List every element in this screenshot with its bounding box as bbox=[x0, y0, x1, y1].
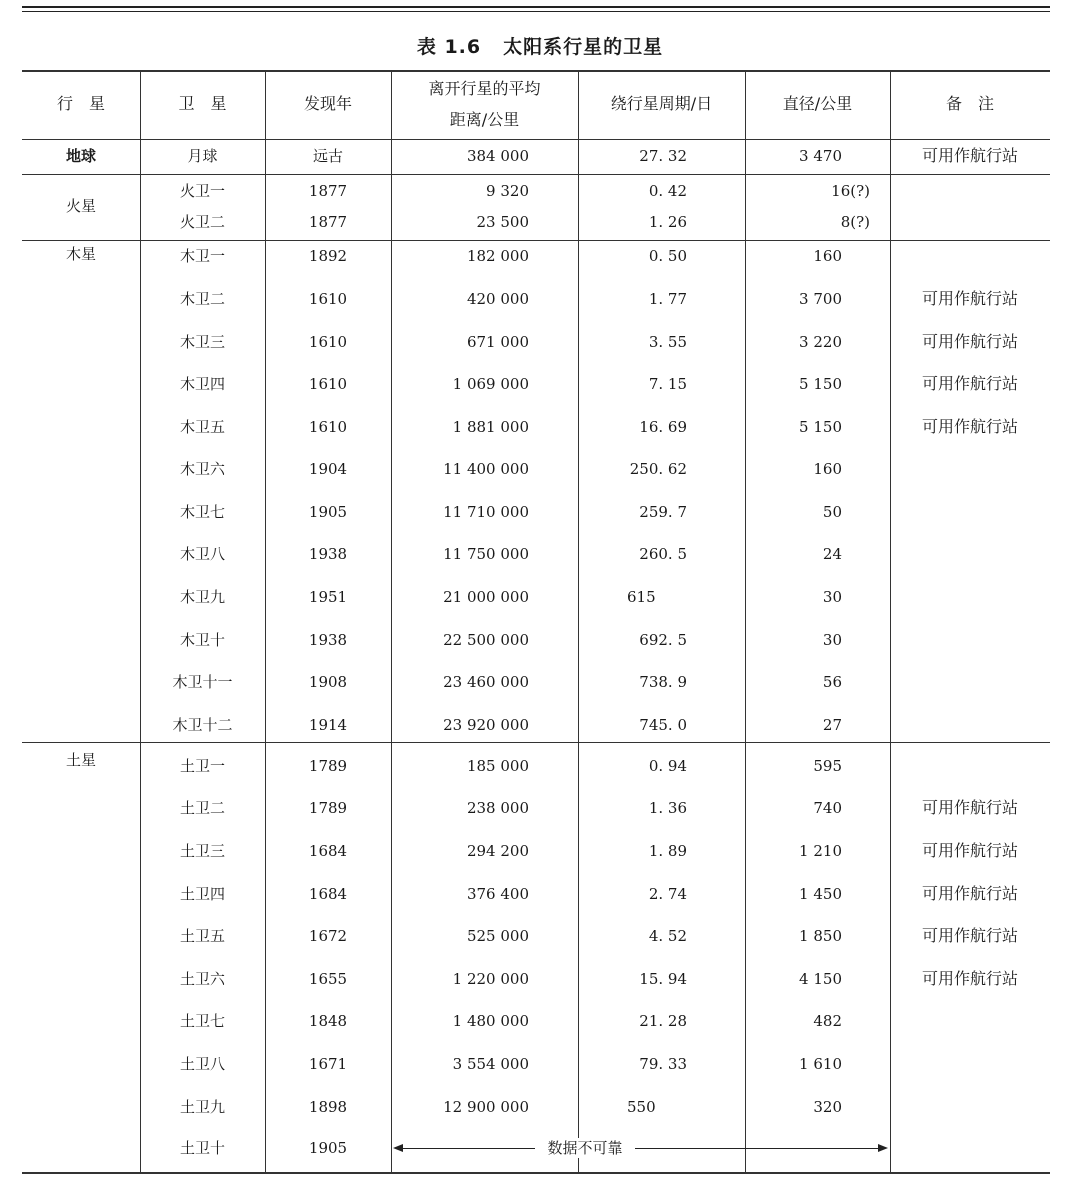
column-divider bbox=[140, 70, 141, 1172]
diameter: 56 bbox=[822, 673, 842, 691]
orbital-period: 615 bbox=[627, 588, 656, 606]
orbital-period: 0. 94 bbox=[648, 757, 687, 775]
mean-distance: 1 881 000 bbox=[452, 418, 529, 436]
moon-name: 火卫一 bbox=[179, 182, 225, 200]
discovery-year: 1877 bbox=[308, 182, 348, 200]
mean-distance: 376 400 bbox=[466, 885, 529, 903]
diameter: 8(?) bbox=[840, 213, 870, 231]
orbital-period: 738. 9 bbox=[639, 673, 687, 691]
note: 可用作航行站 bbox=[921, 841, 1018, 860]
diameter: 160 bbox=[813, 460, 842, 478]
unreliable-span-line bbox=[401, 1148, 880, 1149]
column-divider bbox=[265, 70, 266, 1172]
discovery-year: 1914 bbox=[308, 716, 348, 734]
mean-distance: 21 000 000 bbox=[443, 588, 529, 606]
mean-distance: 525 000 bbox=[466, 927, 529, 945]
orbital-period: 2. 74 bbox=[648, 885, 687, 903]
mean-distance: 1 220 000 bbox=[452, 970, 529, 988]
header-diameter: 直径/公里 bbox=[782, 94, 853, 113]
moon-name: 木卫四 bbox=[179, 375, 225, 393]
note: 可用作航行站 bbox=[921, 926, 1018, 945]
mean-distance: 11 710 000 bbox=[443, 503, 529, 521]
note: 可用作航行站 bbox=[921, 884, 1018, 903]
mean-distance: 23 500 bbox=[476, 213, 529, 231]
diameter: 3 220 bbox=[799, 333, 842, 351]
discovery-year: 1951 bbox=[308, 588, 348, 606]
diameter: 740 bbox=[813, 799, 842, 817]
note: 可用作航行站 bbox=[921, 374, 1018, 393]
discovery-year: 1938 bbox=[308, 545, 348, 563]
moon-name: 木卫十一 bbox=[172, 673, 233, 691]
orbital-period: 4. 52 bbox=[648, 927, 687, 945]
diameter: 24 bbox=[822, 545, 842, 563]
discovery-year: 1898 bbox=[308, 1098, 348, 1116]
mean-distance: 1 069 000 bbox=[452, 375, 529, 393]
discovery-year: 1655 bbox=[308, 970, 348, 988]
mean-distance: 23 460 000 bbox=[443, 673, 529, 691]
diameter: 4 150 bbox=[799, 970, 842, 988]
note: 可用作航行站 bbox=[921, 969, 1018, 988]
diameter: 595 bbox=[813, 757, 842, 775]
moon-name: 木卫一 bbox=[179, 247, 225, 265]
moon-name: 木卫五 bbox=[179, 418, 225, 436]
diameter: 3 700 bbox=[799, 290, 842, 308]
moon-name: 土卫九 bbox=[179, 1098, 225, 1116]
moon-name: 土卫七 bbox=[179, 1012, 225, 1030]
moon-name: 土卫一 bbox=[179, 757, 225, 775]
orbital-period: 1. 77 bbox=[648, 290, 687, 308]
moon-name: 土卫八 bbox=[179, 1055, 225, 1073]
orbital-period: 692. 5 bbox=[639, 631, 687, 649]
mean-distance: 671 000 bbox=[466, 333, 529, 351]
mean-distance: 9 320 bbox=[486, 182, 529, 200]
discovery-year: 1684 bbox=[308, 842, 348, 860]
diameter: 160 bbox=[813, 247, 842, 265]
mean-distance: 420 000 bbox=[466, 290, 529, 308]
discovery-year: 1610 bbox=[308, 290, 348, 308]
moon-name: 木卫三 bbox=[179, 333, 225, 351]
moon-name: 木卫十二 bbox=[172, 716, 233, 734]
arrow-right-icon bbox=[878, 1144, 888, 1152]
diameter: 1 210 bbox=[799, 842, 842, 860]
group-separator bbox=[22, 742, 1050, 743]
planet-name: 火星 bbox=[65, 197, 96, 215]
header-planet: 行 星 bbox=[56, 94, 105, 113]
orbital-period: 745. 0 bbox=[639, 716, 687, 734]
header-note: 备 注 bbox=[945, 94, 994, 113]
orbital-period: 21. 28 bbox=[639, 1012, 687, 1030]
diameter: 1 850 bbox=[799, 927, 842, 945]
mean-distance: 1 480 000 bbox=[452, 1012, 529, 1030]
top-rule-thick bbox=[22, 6, 1050, 8]
mean-distance: 12 900 000 bbox=[443, 1098, 529, 1116]
column-divider bbox=[578, 70, 579, 1172]
moon-name: 土卫四 bbox=[179, 885, 225, 903]
discovery-year: 1892 bbox=[308, 247, 348, 265]
discovery-year: 1848 bbox=[308, 1012, 348, 1030]
discovery-year: 远古 bbox=[312, 147, 343, 165]
moon-name: 木卫六 bbox=[179, 460, 225, 478]
note: 可用作航行站 bbox=[921, 798, 1018, 817]
moon-name: 土卫三 bbox=[179, 842, 225, 860]
moon-name: 火卫二 bbox=[179, 213, 225, 231]
discovery-year: 1684 bbox=[308, 885, 348, 903]
header-bottom-rule bbox=[22, 139, 1050, 140]
moon-name: 木卫二 bbox=[179, 290, 225, 308]
header-top-rule bbox=[22, 70, 1050, 72]
diameter: 30 bbox=[822, 588, 842, 606]
table-bottom-rule bbox=[22, 1172, 1050, 1174]
diameter: 5 150 bbox=[799, 418, 842, 436]
mean-distance: 182 000 bbox=[466, 247, 529, 265]
diameter: 3 470 bbox=[799, 147, 842, 165]
mean-distance: 23 920 000 bbox=[443, 716, 529, 734]
header-distance-line1: 离开行星的平均 bbox=[428, 79, 541, 98]
top-rule-thin bbox=[22, 11, 1050, 12]
discovery-year: 1789 bbox=[308, 757, 348, 775]
discovery-year: 1938 bbox=[308, 631, 348, 649]
note: 可用作航行站 bbox=[921, 146, 1018, 165]
mean-distance: 3 554 000 bbox=[452, 1055, 529, 1073]
header-discovery-year: 发现年 bbox=[303, 94, 352, 113]
orbital-period: 0. 50 bbox=[648, 247, 687, 265]
table-number: 表 1.6 bbox=[416, 36, 482, 58]
diameter: 1 610 bbox=[799, 1055, 842, 1073]
note: 可用作航行站 bbox=[921, 289, 1018, 308]
moon-name: 木卫九 bbox=[179, 588, 225, 606]
orbital-period: 0. 42 bbox=[648, 182, 687, 200]
mean-distance: 11 750 000 bbox=[443, 545, 529, 563]
orbital-period: 250. 62 bbox=[629, 460, 687, 478]
orbital-period: 27. 32 bbox=[639, 147, 687, 165]
moon-name: 月球 bbox=[187, 147, 218, 165]
orbital-period: 1. 26 bbox=[648, 213, 687, 231]
header-orbital-period: 绕行星周期/日 bbox=[610, 94, 713, 113]
discovery-year: 1789 bbox=[308, 799, 348, 817]
diameter: 50 bbox=[822, 503, 842, 521]
moon-name: 土卫六 bbox=[179, 970, 225, 988]
discovery-year: 1877 bbox=[308, 213, 348, 231]
orbital-period: 15. 94 bbox=[639, 970, 687, 988]
diameter: 320 bbox=[813, 1098, 842, 1116]
moon-name: 木卫七 bbox=[179, 503, 225, 521]
orbital-period: 7. 15 bbox=[648, 375, 687, 393]
diameter: 5 150 bbox=[799, 375, 842, 393]
diameter: 1 450 bbox=[799, 885, 842, 903]
column-divider bbox=[391, 70, 392, 1172]
group-separator bbox=[22, 240, 1050, 241]
discovery-year: 1610 bbox=[308, 418, 348, 436]
diameter: 30 bbox=[822, 631, 842, 649]
planet-name: 地球 bbox=[65, 147, 96, 165]
unreliable-data-label: 数据不可靠 bbox=[535, 1138, 635, 1158]
mean-distance: 185 000 bbox=[466, 757, 529, 775]
column-divider bbox=[745, 70, 746, 1172]
planet-name: 土星 bbox=[65, 751, 96, 769]
diameter: 27 bbox=[822, 716, 842, 734]
discovery-year: 1908 bbox=[308, 673, 348, 691]
moon-name: 土卫二 bbox=[179, 799, 225, 817]
table-caption bbox=[0, 32, 1080, 59]
discovery-year: 1904 bbox=[308, 460, 348, 478]
orbital-period: 1. 89 bbox=[648, 842, 687, 860]
orbital-period: 1. 36 bbox=[648, 799, 687, 817]
header-moon: 卫 星 bbox=[178, 94, 227, 113]
diameter: 482 bbox=[813, 1012, 842, 1030]
note: 可用作航行站 bbox=[921, 417, 1018, 436]
planet-name: 木星 bbox=[65, 245, 96, 263]
moon-name: 木卫十 bbox=[179, 631, 225, 649]
orbital-period: 16. 69 bbox=[639, 418, 687, 436]
header-distance-line2: 距离/公里 bbox=[449, 110, 520, 129]
mean-distance: 22 500 000 bbox=[443, 631, 529, 649]
diameter: 16(?) bbox=[831, 182, 870, 200]
orbital-period: 550 bbox=[627, 1098, 656, 1116]
mean-distance: 384 000 bbox=[466, 147, 529, 165]
orbital-period: 260. 5 bbox=[639, 545, 687, 563]
discovery-year: 1905 bbox=[308, 1139, 348, 1157]
orbital-period: 259. 7 bbox=[639, 503, 687, 521]
discovery-year: 1672 bbox=[308, 927, 348, 945]
mean-distance: 11 400 000 bbox=[443, 460, 529, 478]
orbital-period: 3. 55 bbox=[648, 333, 687, 351]
discovery-year: 1905 bbox=[308, 503, 348, 521]
arrow-left-icon bbox=[393, 1144, 403, 1152]
moon-name: 土卫十 bbox=[179, 1139, 225, 1157]
mean-distance: 238 000 bbox=[466, 799, 529, 817]
note: 可用作航行站 bbox=[921, 332, 1018, 351]
discovery-year: 1671 bbox=[308, 1055, 348, 1073]
mean-distance: 294 200 bbox=[466, 842, 529, 860]
moon-name: 木卫八 bbox=[179, 545, 225, 563]
orbital-period: 79. 33 bbox=[639, 1055, 687, 1073]
moon-name: 土卫五 bbox=[179, 927, 225, 945]
discovery-year: 1610 bbox=[308, 333, 348, 351]
table-title: 太阳系行星的卫星 bbox=[503, 36, 664, 58]
discovery-year: 1610 bbox=[308, 375, 348, 393]
group-separator bbox=[22, 174, 1050, 175]
column-divider bbox=[890, 70, 891, 1172]
